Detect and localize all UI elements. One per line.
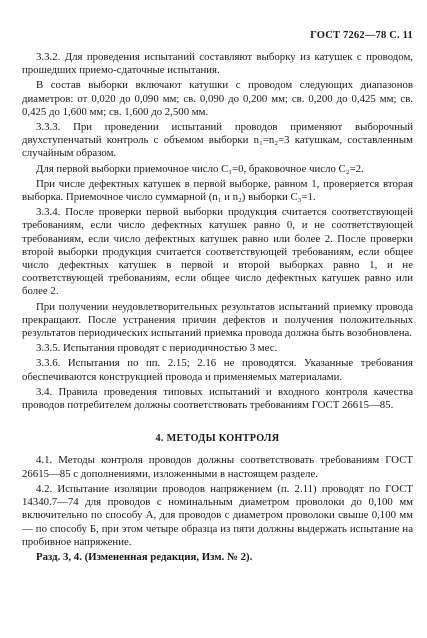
paragraph-3-4: 3.4. Правила проведения типовых испытаний и входного контроля качества проводов потребителем должны соответствовать требованиям ГОСТ 26615—85. [22,385,413,412]
paragraph-4-1: 4.1. Методы контроля проводов должны соответствовать требованиям ГОСТ 26615—85 с дополнениями, изложенными в настоящем разделе. [22,454,413,480]
paragraph-3-3-2: 3.3.2. Для проведения испытаний составляют выборку из катушек с проводом, прошедших приемо-сдаточные испытания. [22,51,413,77]
paragraph-3-3-5: 3.3.5. Испытания проводят с периодичностью 3 мес. [36,342,278,355]
paragraph-3-3-4: 3.3.4. После проверки первой выборки продукция считается соответствующей требованиям, если число дефектных катушек равно 0, и не соответствующей требованиям, если число дефектных катушек равно или более 2. После проверки второй выборки продукция считается соответствующей требованиям, если общее число дефектных катушек в первой и второй выборках равно 1, и не соответствующей требованиям, если общее число дефектных катушек равно или более 2. [22,206,413,298]
document-body [22,51,413,566]
paragraph-3-3-6: 3.3.6. Испытания по пп. 2.15; 2.16 не проводятся. Указанные требования обеспечиваются конструкцией провода и применяемых материалами. [22,357,413,383]
section-title: 4. МЕТОДЫ КОНТРОЛЯ [155,433,280,445]
paragraph-unsatisfactory: При получении неудовлетворительных результатов испытаний приемку провода прекращают. После устранения причин дефектов и получения положительных результатов периодических испытаний приемка провода должна быть возобновлена. [22,300,413,340]
page-header: ГОСТ 7262—78 С. 11 [310,30,413,41]
paragraph-second-sample: При числе дефектных катушек в первой выборке, равном 1, проверяется вторая выборка. Приемочное число суммарной (n₁ и n₂) выборки C₃=1. [22,177,413,204]
revision-note: Разд. 3, 4. (Измененная редакция, Изм. № 2). [36,550,253,563]
paragraph-sample-ranges: В состав выборки включают катушки с проводом следующих диапазонов диаметров: от 0,020 до 0,090 мм; св. 0,090 до 0,200 мм; св. 0,200 до 0,425 мм; св. 0,425 до 1,600 мм; св. 1,600 до 2,500 мм. [22,79,413,118]
paragraph-3-3-3: 3.3.3. При проведении испытаний проводов применяют выборочный двухступенчатый контроль с объемом выборки n₁=n₂=3 катушкам, составленным случайным образом. [22,121,413,160]
paragraph-first-sample: Для первой выборки приемочное число C₁=0, браковочное число C₂=2. [36,162,364,175]
paragraph-4-2: 4.2. Испытание изоляции проводов напряжением (п. 2.11) проводят по ГОСТ 14340.7—74 для проводов с номинальным диаметром проволоки до 0,100 мм включительно по способу А, для проводов с диаметром проволоки свыше 0,100 мм — по способу Б, при этом четыре образца из пяти должны выдержать испытание на пробивное напряжение. [22,482,413,548]
